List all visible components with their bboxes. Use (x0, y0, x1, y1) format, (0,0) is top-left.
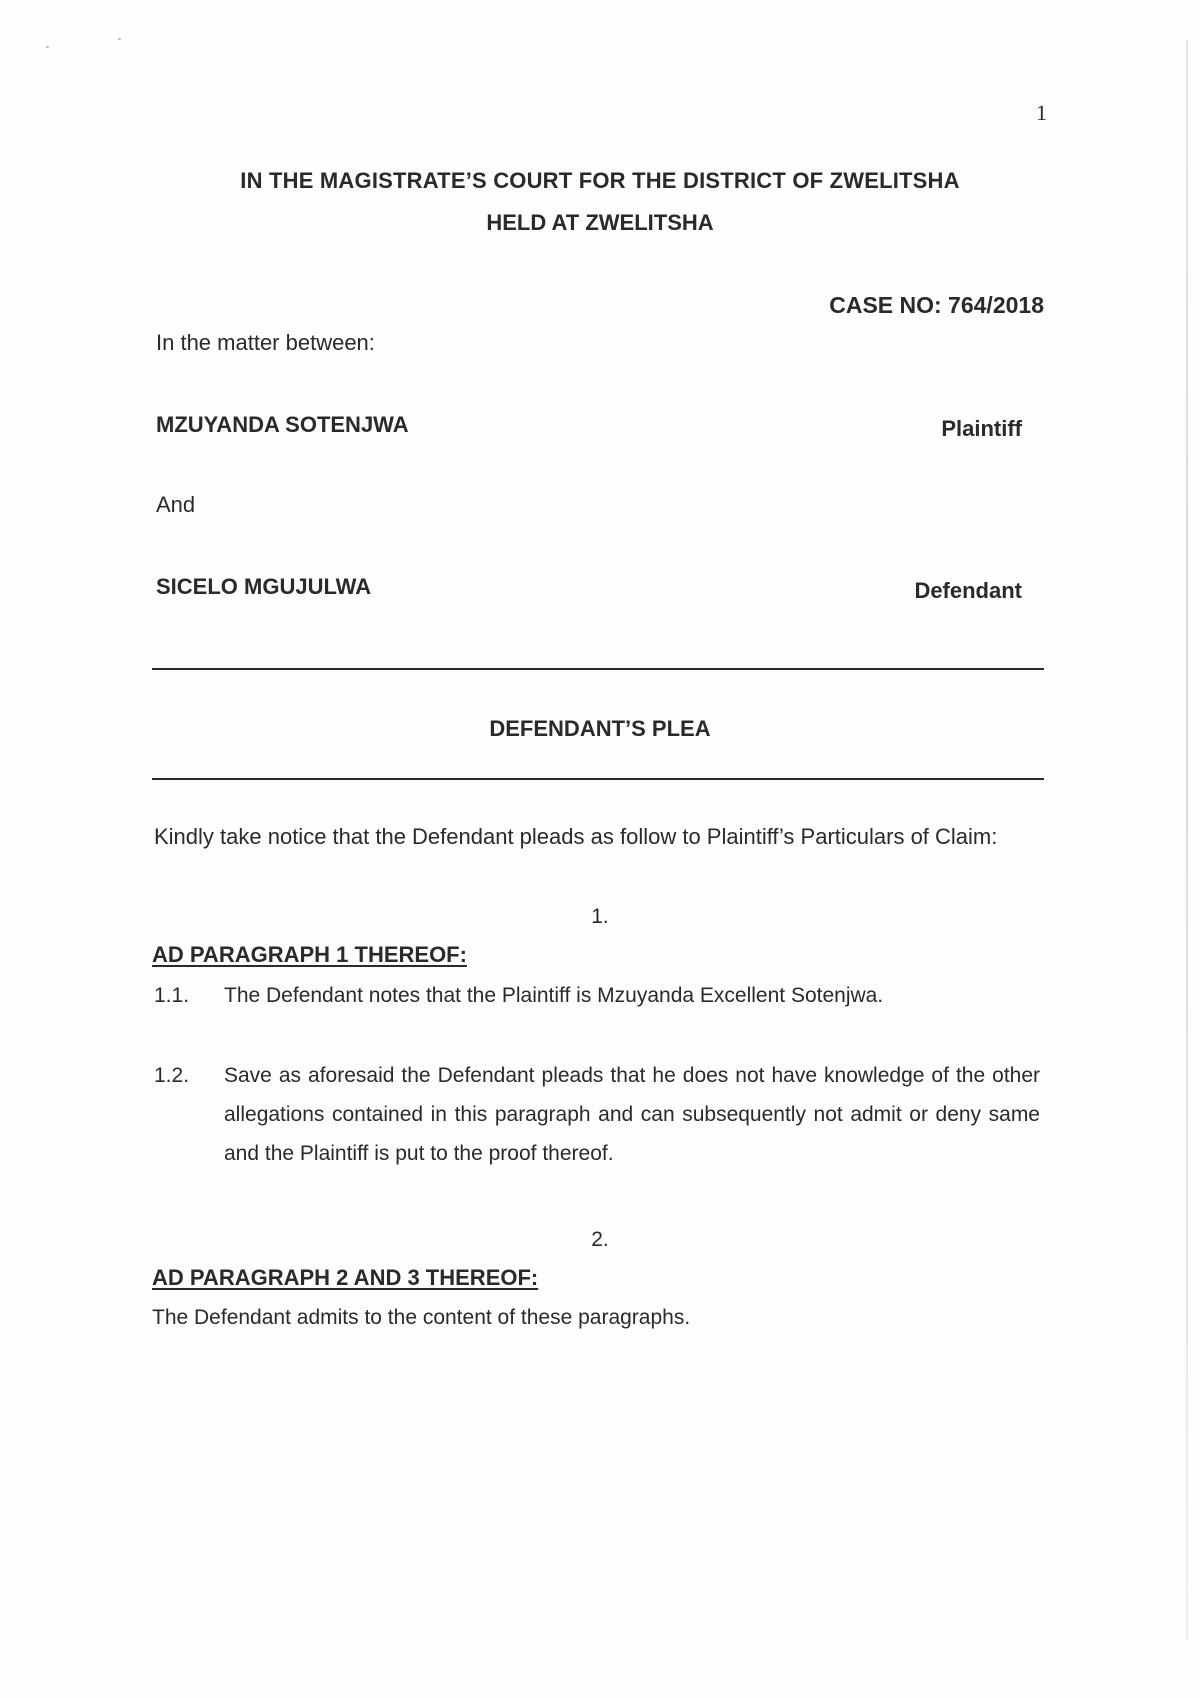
court-location: HELD AT ZWELITSHA (486, 210, 714, 235)
title-rule-bottom (152, 778, 1044, 780)
paragraph-heading: AD PARAGRAPH 1 THEREOF: (152, 942, 467, 967)
intro-text: Kindly take notice that the Defendant pleads as follow to Plaintiff’s Particulars of Claim: (154, 824, 998, 849)
sub-paragraph-number: 1.1. (154, 984, 190, 1007)
paragraph-text: The Defendant admits to the content of these paragraphs. (152, 1306, 691, 1329)
paragraph-number: 2. (591, 1228, 609, 1251)
court-title: IN THE MAGISTRATE’S COURT FOR THE DISTRICT OF ZWELITSHA (240, 168, 960, 193)
sub-paragraph-text: The Defendant notes that the Plaintiff is Mzuyanda Excellent Sotenjwa. (224, 984, 884, 1007)
scan-speck (118, 38, 121, 40)
case-number: CASE NO: 764/2018 (829, 292, 1044, 318)
sub-paragraph-number: 1.2. (154, 1064, 190, 1087)
defendant-name: SICELO MGUJULWA (156, 574, 372, 599)
title-rule-top (152, 668, 1044, 670)
page-number: 1 (1036, 100, 1047, 125)
plaintiff-name: MZUYANDA SOTENJWA (156, 412, 409, 437)
scan-speck (46, 46, 49, 48)
sub-paragraph-text: Save as aforesaid the Defendant pleads that he does not have knowledge of the other allegations contained in this paragraph and can subsequently not admit or deny same and the Plaintiff is put to the proof thereof. (224, 1064, 1040, 1165)
paragraph-heading: AD PARAGRAPH 2 AND 3 THEREOF: (152, 1265, 539, 1290)
plaintiff-role: Plaintiff (941, 416, 1022, 441)
document-title: DEFENDANT’S PLEA (489, 716, 711, 741)
and-label: And (156, 492, 196, 517)
scan-edge-shadow (1186, 40, 1188, 1640)
paragraph-number: 1. (591, 905, 609, 928)
defendant-role: Defendant (914, 578, 1022, 603)
matter-between-label: In the matter between: (156, 330, 375, 355)
